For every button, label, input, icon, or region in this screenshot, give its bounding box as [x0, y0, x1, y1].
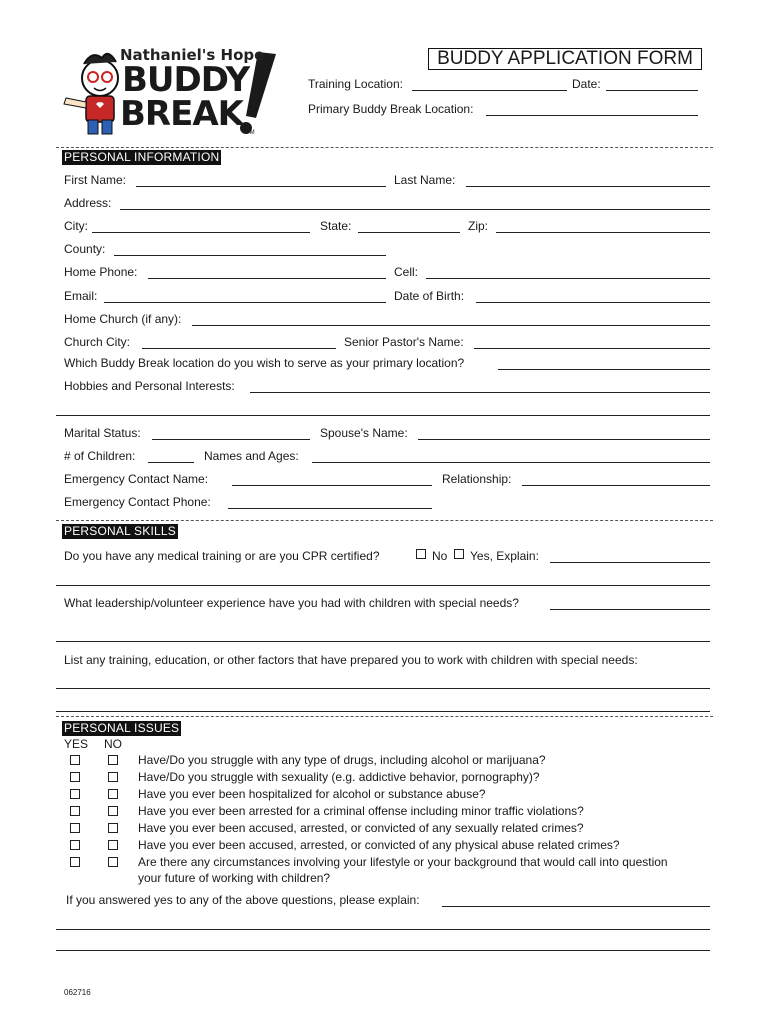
issue-1-yes-checkbox[interactable]: [70, 755, 80, 765]
names-ages-field[interactable]: [312, 462, 710, 463]
issue-2-no-checkbox[interactable]: [108, 772, 118, 782]
primary-location-label: Primary Buddy Break Location:: [308, 102, 474, 116]
buddy-break-logo: [62, 44, 284, 140]
issue-5-question: Have you ever been accused, arrested, or convicted of any sexually related crimes?: [138, 821, 584, 835]
church-city-label: Church City:: [64, 335, 131, 349]
explain-field[interactable]: [442, 906, 710, 907]
issue-1-question: Have/Do you struggle with any type of drugs, including alcohol or marijuana?: [138, 753, 546, 767]
medical-no-checkbox[interactable]: [416, 549, 426, 559]
logo-buddy: BUDDY: [122, 60, 250, 100]
section-divider: [56, 716, 713, 717]
relationship-field[interactable]: [522, 485, 710, 486]
form-revision-code: 062716: [64, 988, 91, 997]
home-phone-field[interactable]: [148, 278, 386, 279]
personal-issues-heading: PERSONAL ISSUES: [64, 721, 180, 735]
hobbies-label: Hobbies and Personal Interests:: [64, 379, 235, 393]
medical-explain-field[interactable]: [550, 562, 710, 563]
emergency-phone-field[interactable]: [228, 508, 432, 509]
spouse-name-label: Spouse's Name:: [320, 426, 408, 440]
training-field-line-1[interactable]: [56, 688, 710, 689]
no-column-header: NO: [104, 737, 122, 751]
email-field[interactable]: [104, 302, 386, 303]
address-label: Address:: [64, 196, 112, 210]
hobbies-field[interactable]: [250, 392, 710, 393]
training-location-field[interactable]: [412, 90, 567, 91]
primary-location-field[interactable]: [486, 115, 698, 116]
leadership-field[interactable]: [550, 609, 710, 610]
logo-tagline: Nathaniel's Hope: [120, 46, 265, 64]
issue-2-question: Have/Do you struggle with sexuality (e.g. addictive behavior, pornography)?: [138, 770, 540, 784]
dob-label: Date of Birth:: [394, 289, 465, 303]
issue-6-no-checkbox[interactable]: [108, 840, 118, 850]
issue-3-no-checkbox[interactable]: [108, 789, 118, 799]
section-divider: [56, 520, 713, 521]
yes-column-header: YES: [64, 737, 89, 751]
medical-explain-field-line-2[interactable]: [56, 585, 710, 586]
issue-4-question: Have you ever been arrested for a criminal offense including minor traffic violations?: [138, 804, 584, 818]
issue-7-no-checkbox[interactable]: [108, 857, 118, 867]
emergency-name-field[interactable]: [232, 485, 432, 486]
cell-field[interactable]: [426, 278, 710, 279]
state-label: State:: [320, 219, 352, 233]
personal-skills-heading: PERSONAL SKILLS: [64, 524, 176, 538]
issue-7-question-cont: your future of working with children?: [138, 871, 331, 885]
issue-2-yes-checkbox[interactable]: [70, 772, 80, 782]
city-label: City:: [64, 219, 88, 233]
issue-1-no-checkbox[interactable]: [108, 755, 118, 765]
senior-pastor-label: Senior Pastor's Name:: [344, 335, 464, 349]
logo-trademark: TM: [246, 130, 255, 136]
leadership-field-line-2[interactable]: [56, 641, 710, 642]
num-children-label: # of Children:: [64, 449, 136, 463]
address-field[interactable]: [120, 209, 710, 210]
issue-7-yes-checkbox[interactable]: [70, 857, 80, 867]
date-label: Date:: [572, 77, 601, 91]
dob-field[interactable]: [476, 302, 710, 303]
zip-field[interactable]: [496, 232, 710, 233]
logo-break: BREAK: [120, 94, 243, 134]
first-name-field[interactable]: [136, 186, 386, 187]
issue-3-yes-checkbox[interactable]: [70, 789, 80, 799]
marital-status-field[interactable]: [152, 439, 310, 440]
explain-label: If you answered yes to any of the above questions, please explain:: [66, 893, 420, 907]
explain-field-line-3[interactable]: [56, 950, 710, 951]
training-location-label: Training Location:: [308, 77, 403, 91]
section-divider: [56, 147, 713, 148]
home-phone-label: Home Phone:: [64, 265, 138, 279]
which-location-field[interactable]: [498, 369, 710, 370]
city-field[interactable]: [92, 232, 310, 233]
county-field[interactable]: [114, 255, 386, 256]
email-label: Email:: [64, 289, 98, 303]
county-label: County:: [64, 242, 106, 256]
form-title: BUDDY APPLICATION FORM: [428, 48, 702, 70]
issue-6-question: Have you ever been accused, arrested, or convicted of any physical abuse related crimes?: [138, 838, 620, 852]
issue-6-yes-checkbox[interactable]: [70, 840, 80, 850]
which-location-label: Which Buddy Break location do you wish to serve as your primary location?: [64, 356, 465, 370]
last-name-field[interactable]: [466, 186, 710, 187]
emergency-name-label: Emergency Contact Name:: [64, 472, 209, 486]
training-question-label: List any training, education, or other factors that have prepared you to work with children with special needs:: [64, 653, 638, 667]
hobbies-field-line-2[interactable]: [56, 415, 710, 416]
issue-7-question: Are there any circumstances involving your lifestyle or your background that would call into question: [138, 855, 668, 869]
emergency-phone-label: Emergency Contact Phone:: [64, 495, 211, 509]
cell-label: Cell:: [394, 265, 419, 279]
names-ages-label: Names and Ages:: [204, 449, 299, 463]
state-field[interactable]: [358, 232, 460, 233]
leadership-question-label: What leadership/volunteer experience have you had with children with special needs?: [64, 596, 519, 610]
medical-yes-checkbox[interactable]: [454, 549, 464, 559]
explain-field-line-2[interactable]: [56, 929, 710, 930]
relationship-label: Relationship:: [442, 472, 512, 486]
training-field-line-2[interactable]: [56, 711, 710, 712]
medical-question-label: Do you have any medical training or are you CPR certified?: [64, 549, 380, 563]
issue-5-no-checkbox[interactable]: [108, 823, 118, 833]
church-city-field[interactable]: [142, 348, 336, 349]
home-church-field[interactable]: [192, 325, 710, 326]
spouse-name-field[interactable]: [418, 439, 710, 440]
zip-label: Zip:: [468, 219, 489, 233]
first-name-label: First Name:: [64, 173, 127, 187]
date-field[interactable]: [606, 90, 698, 91]
last-name-label: Last Name:: [394, 173, 456, 187]
issue-4-no-checkbox[interactable]: [108, 806, 118, 816]
medical-yes-label: Yes, Explain:: [470, 549, 539, 563]
num-children-field[interactable]: [148, 462, 194, 463]
senior-pastor-field[interactable]: [474, 348, 710, 349]
home-church-label: Home Church (if any):: [64, 312, 182, 326]
marital-status-label: Marital Status:: [64, 426, 141, 440]
issue-4-yes-checkbox[interactable]: [70, 806, 80, 816]
issue-5-yes-checkbox[interactable]: [70, 823, 80, 833]
medical-no-label: No: [432, 549, 448, 563]
personal-information-heading: PERSONAL INFORMATION: [64, 150, 220, 164]
issue-3-question: Have you ever been hospitalized for alcohol or substance abuse?: [138, 787, 486, 801]
